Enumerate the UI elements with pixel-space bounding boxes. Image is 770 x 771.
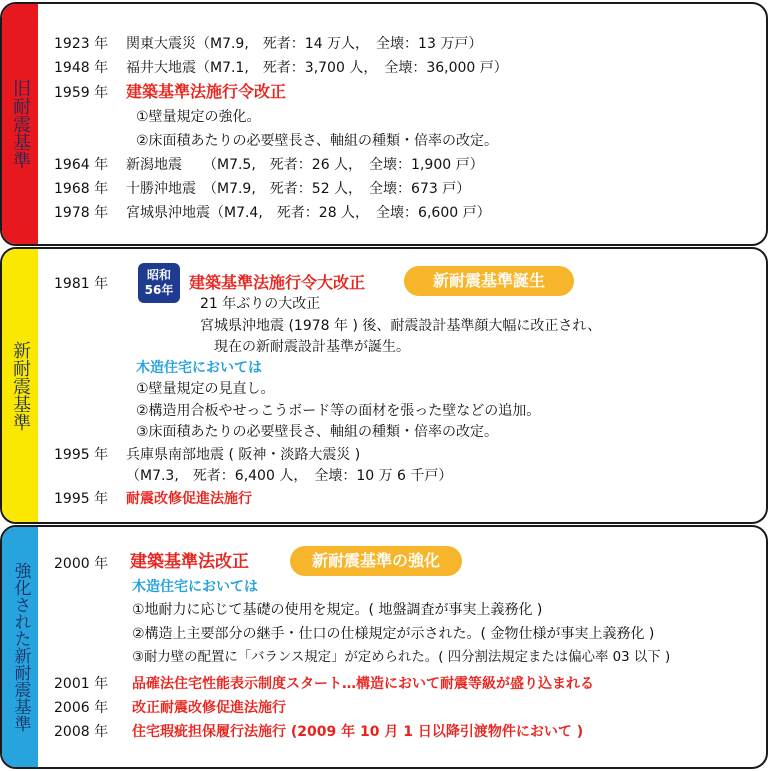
- revision-detail: ②構造用合板やせっこうボード等の面材を張った壁などの追加。: [136, 403, 541, 419]
- year-label: 1968 年: [54, 181, 109, 197]
- law-revision-text: 建築基準法施行令改正: [126, 82, 287, 101]
- section-old-standard: [0, 2, 768, 246]
- strengthened-standard-pill: 新耐震基準の強化: [290, 546, 462, 576]
- badge-top-text: 昭和: [146, 268, 171, 282]
- law-enforcement-text: 住宅瑕疵担保履行法施行 (2009 年 10 月 1 日以降引渡物件において ): [132, 724, 584, 740]
- showa-56-badge: [138, 263, 180, 303]
- revision-detail: ①壁量規定の見直し。: [136, 381, 275, 397]
- year-label: 1995 年: [54, 447, 109, 463]
- year-label: 1923 年: [54, 36, 109, 52]
- revision-detail: ②構造上主要部分の継手・仕口の仕様規定が示された。( 金物仕様が事実上義務化 ): [132, 626, 655, 642]
- law-enforcement-text: 品確法住宅性能表示制度スタート…構造において耐震等級が盛り込まれる: [132, 676, 594, 692]
- new-standard-birth-pill: 新耐震基準誕生: [404, 266, 574, 296]
- year-label: 1948 年: [54, 60, 109, 76]
- law-revision-text: 建築基準法改正: [130, 552, 249, 572]
- event-text: 兵庫県南部地震 ( 阪神・淡路大震災 ): [126, 447, 361, 463]
- law-enforcement-text: 耐震改修促進法施行: [126, 491, 252, 507]
- year-label: 1959 年: [54, 85, 109, 101]
- event-text: 関東大震災（M7.9, 死者：14 万人， 全壊：13 万戸）: [126, 36, 483, 52]
- year-label: 2001 年: [54, 676, 109, 692]
- revision-detail: ③床面積あたりの必要壁長さ、軸組の種類・倍率の改定。: [136, 424, 498, 440]
- section-label-band: [2, 249, 38, 522]
- section-strengthened-standard: [0, 525, 768, 769]
- section-new-standard: [0, 247, 768, 524]
- year-label: 1981 年: [54, 276, 109, 292]
- wooden-house-heading: 木造住宅においては: [132, 579, 258, 595]
- section-label: 強化された新耐震基準: [10, 562, 31, 732]
- year-label: 1964 年: [54, 157, 109, 173]
- year-label: 1995 年: [54, 491, 109, 507]
- revision-detail: 宮城県沖地震 (1978 年 ) 後、耐震設計基準顔大幅に改正され、: [200, 318, 602, 334]
- revision-detail: 現在の新耐震設計基準が誕生。: [214, 339, 410, 355]
- revision-detail: ②床面積あたりの必要壁長さ、軸組の種類・倍率の改定。: [136, 133, 498, 149]
- year-label: 1978 年: [54, 205, 109, 221]
- year-label: 2008 年: [54, 724, 109, 740]
- revision-detail: 21 年ぶりの大改正: [200, 296, 321, 312]
- badge-bottom-text: 56年: [144, 283, 174, 297]
- section-label-band: [2, 527, 38, 767]
- law-revision-text: 建築基準法施行令大改正: [189, 273, 366, 292]
- event-text: 十勝沖地震 （M7.9, 死者：52 人， 全壊：673 戸）: [126, 181, 471, 197]
- law-enforcement-text: 改正耐震改修促進法施行: [132, 700, 286, 716]
- event-text: 宮城県沖地震（M7.4, 死者：28 人， 全壊：6,600 戸）: [126, 205, 491, 221]
- section-label-band: [2, 4, 38, 244]
- event-text: 新潟地震 （M7.5, 死者：26 人， 全壊：1,900 戸）: [126, 157, 484, 173]
- revision-detail: ③耐力壁の配置に「バランス規定」が定められた。( 四分割法規定または偏心率 03 以下 ): [132, 650, 671, 665]
- year-label: 2006 年: [54, 700, 109, 716]
- year-label: 2000 年: [54, 556, 109, 572]
- wooden-house-heading: 木造住宅においては: [136, 360, 262, 376]
- event-text: 福井大地震（M7.1, 死者：3,700 人， 全壊：36,000 戸）: [126, 60, 508, 76]
- event-text: （M7.3, 死者：6,400 人， 全壊：10 万 6 千戸）: [126, 468, 453, 484]
- section-label: 新耐震基準: [10, 340, 31, 431]
- revision-detail: ①壁量規定の強化。: [136, 109, 261, 125]
- revision-detail: ①地耐力に応じて基礎の使用を規定。( 地盤調査が事実上義務化 ): [132, 602, 543, 618]
- section-label: 旧耐震基準: [10, 79, 31, 169]
